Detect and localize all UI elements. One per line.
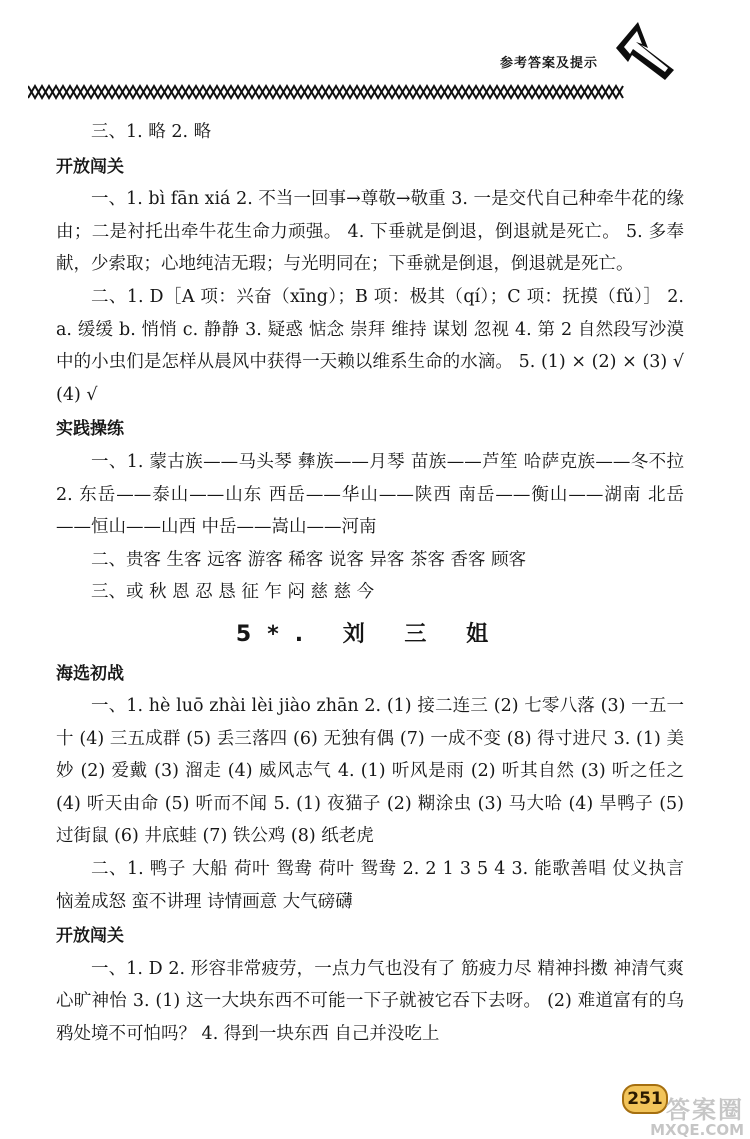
- section-heading: 开放闯关: [56, 156, 124, 177]
- arrow-icon: [612, 18, 684, 84]
- watermark-url: MXQE.COM: [650, 1121, 744, 1139]
- page-number: 251: [622, 1084, 668, 1114]
- answer-paragraph: 一、1. 蒙古族——马头琴 彝族——月琴 苗族——芦笙 哈萨克族——冬不拉 2. 东岳——泰山——山东 西岳——华山——陕西 南岳——衡山——湖南 北岳——恒山——山西 中岳——嵩山——河南: [56, 451, 684, 538]
- answer-body: [56, 116, 684, 1051]
- section-label: 参考答案及提示: [500, 56, 599, 71]
- zigzag-divider: [28, 78, 722, 106]
- answer-paragraph: 一、1. D 2. 形容非常疲劳，一点力气也没有了 筋疲力尽 精神抖擞 神清气爽 心旷神怡 3. (1) 这一大块东西不可能一下子就被它吞下去呀。 (2) 难道富有的乌鸦处境不可怕吗？ 4. 得到一块东西 自己并没吃上: [56, 958, 684, 1045]
- section-heading: 开放闯关: [56, 926, 124, 947]
- lesson-title: 5*. 刘 三 姐: [235, 621, 505, 647]
- section-heading: 实践操练: [56, 419, 124, 440]
- answer-line: 三、1. 略 2. 略: [91, 122, 212, 142]
- watermark-logo: 答案圈: [666, 1096, 744, 1124]
- answer-paragraph: 二、1. 鸭子 大船 荷叶 鸳鸯 荷叶 鸳鸯 2. 2 1 3 5 4 3. 能歌善唱 仗义执言 恼羞成怒 蛮不讲理 诗情画意 大气磅礴: [56, 859, 684, 912]
- answer-paragraph: 一、1. hè luō zhài lèi jiào zhān 2. (1) 接二连三 (2) 七零八落 (3) 一五一十 (4) 三五成群 (5) 丢三落四 (6) 无独有偶 (7) 一成不变 (8) 得寸进尺 3. (1) 美妙 (2) 爱戴 (3) 溜走 (4) 威风志气 4. (1) 听风是雨 (2) 听其自然 (3) 听之任之 (4) 听天由命 (5) 听而不闻 5. (1) 夜猫子 (2) 糊涂虫 (3) 马大哈 (4) 旱鸭子 (5) 过街鼠 (6) 井底蛙 (7) 铁公鸡 (8) 纸老虎: [56, 696, 684, 847]
- section-heading: 海选初战: [56, 663, 124, 684]
- answer-paragraph: 二、1. D［A 项：兴奋（xīng）；B 项：极其（qí）；C 项：抚摸（fǔ）］ 2. a. 缓缓 b. 悄悄 c. 静静 3. 疑惑 惦念 崇拜 维持 谋划 忽视 4. 第 2 自然段写沙漠中的小虫们是怎样从晨风中获得一天赖以维系生命的水滴。 5. (1) × (2) × (3) √ (4) √: [56, 286, 684, 405]
- answer-line: 三、或 秋 恩 忍 恳 征 乍 闷 慈 慈 今: [91, 582, 375, 603]
- answer-line: 二、贵客 生客 远客 游客 稀客 说客 异客 茶客 香客 顾客: [91, 549, 527, 570]
- answer-paragraph: 一、1. bì fān xiá 2. 不当一回事→尊敬→敬重 3. 一是交代自己种牵牛花的缘由；二是衬托出牵牛花生命力顽强。 4. 下垂就是倒退，倒退就是死亡。 5. 多奉献，少索取；心地纯洁无瑕；与光明同在；下垂就是倒退，倒退就是死亡。: [56, 189, 684, 275]
- watermark: [606, 1097, 744, 1137]
